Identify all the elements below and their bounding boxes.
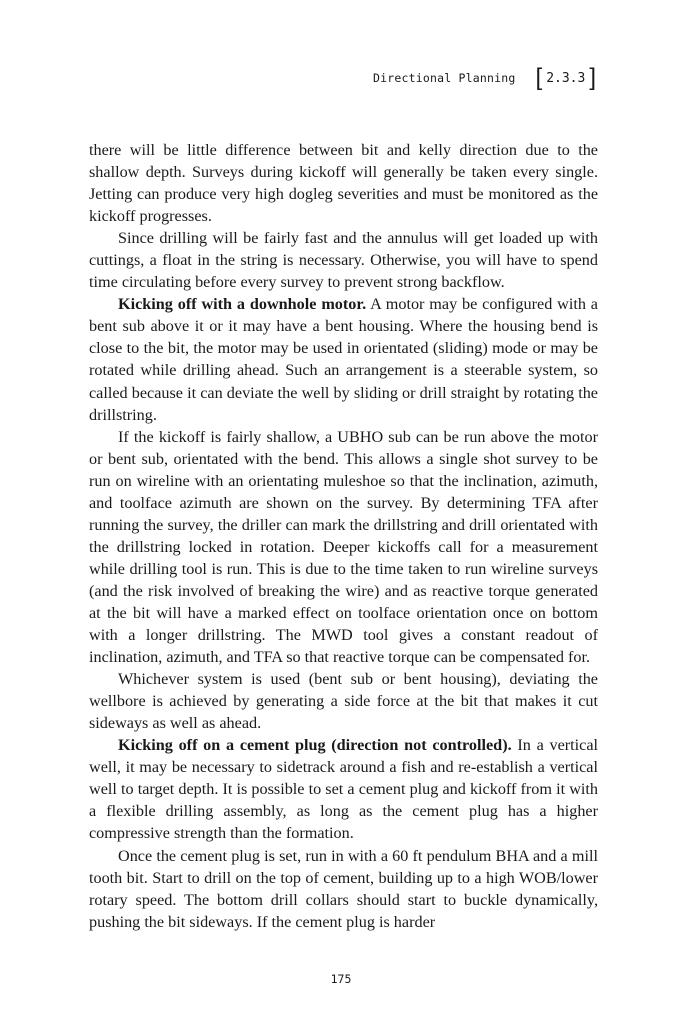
page-number: 175 — [330, 972, 352, 986]
section-number — [536, 66, 596, 90]
paragraph-3: Kicking off with a downhole motor. A motor may be configured with a bent sub above it or it may have a bent housing. Where the housing bend is close to the bit, the motor may be used in orientated (sliding) mode or may be rotated while drilling ahead. Such an arrangement is a steerable system, so called because it can deviate the well by sliding or drill straight by rotating the drillstring. — [89, 295, 598, 424]
paragraph-7: Once the cement plug is set, run in with a 60 ft pendulum BHA and a mill tooth bit. Start to drill on the top of cement, building up to a high WOB/lower rotary speed. The bottom drill collars should start to buckle dynamically, pushing the bit sideways. If the cement plug is harder — [89, 846, 598, 931]
paragraph-1: there will be little difference between bit and kelly direction due to the shallow depth. Surveys during kickoff will generally be taken every single. Jetting can produce very high dogleg severities and must be monitored as the kickoff progresses. — [89, 141, 598, 226]
section-number-text: 2.3.3 — [546, 70, 586, 86]
paragraph-4: If the kickoff is fairly shallow, a UBHO sub can be run above the motor or bent sub, orientated with the bend. This allows a single shot survey to be run on wireline with an orientating muleshoe so that the inclination, azimuth, and toolface azimuth are shown on the survey. By determining TFA after running the survey, the driller can mark the drillstring and drill orientated with the drillstring locked in rotation. Deeper kickoffs call for a measurement while drilling tool is run. This is due to the time taken to run wireline surveys (and the risk involved of breaking the wire) and as reactive torque generated at the bit will have a marked effect on toolface orientation once on bottom with a longer drillstring. The MWD tool gives a constant readout of inclination, azimuth, and TFA so that reactive torque can be compensated for. — [89, 427, 598, 667]
header-title: Directional Planning — [373, 71, 516, 85]
close-bracket-glyph: ] — [589, 64, 596, 91]
body-text — [89, 139, 598, 933]
open-bracket-glyph: [ — [535, 64, 543, 91]
running-header — [373, 66, 596, 90]
run-in-heading-cement-plug: Kicking off on a cement plug (direction not controlled). — [118, 736, 512, 755]
paragraph-2: Since drilling will be fairly fast and the annulus will get loaded up with cuttings, a float in the string is necessary. Otherwise, you will have to spend time circulating before every survey to prevent strong backflow. — [89, 229, 598, 292]
run-in-heading-downhole-motor: Kicking off with a downhole motor. — [118, 295, 367, 314]
paragraph-5: Whichever system is used (bent sub or bent housing), deviating the wellbore is achieved by generating a side force at the bit that makes it cut sideways as well as ahead. — [89, 670, 598, 733]
paragraph-6: Kicking off on a cement plug (direction not controlled). In a vertical well, it may be necessary to sidetrack around a fish and re-establish a vertical well to target depth. It is possible to set a cement plug and kickoff from it with a flexible drilling assembly, as long as the cement plug has a higher compressive strength than the formation. — [89, 736, 599, 843]
